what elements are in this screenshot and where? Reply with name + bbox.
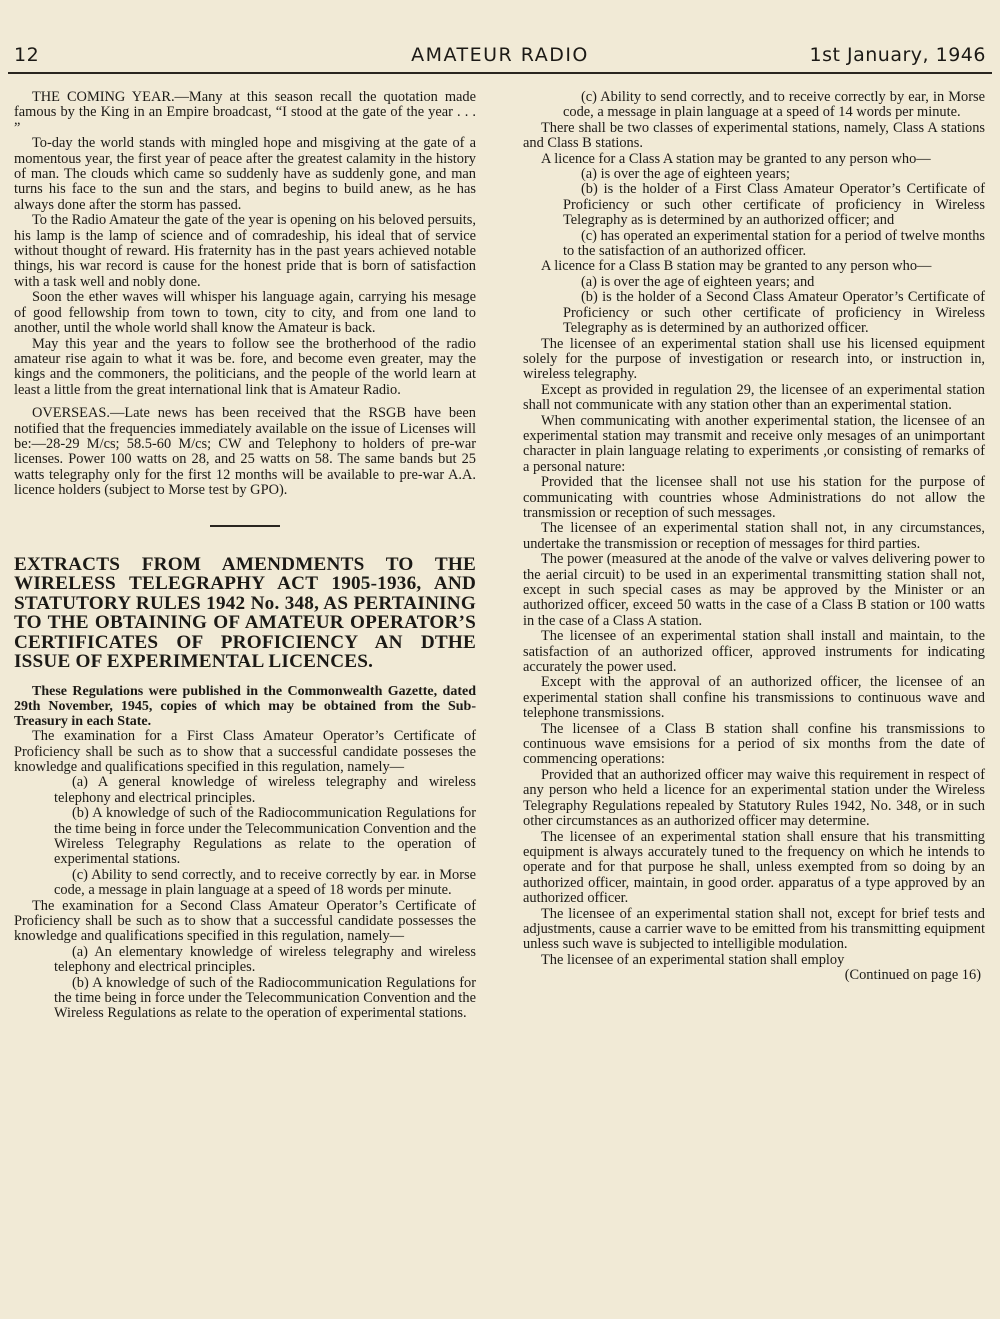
paragraph: A licence for a Class B station may be granted to any person who—	[541, 258, 932, 275]
continued-note: (Continued on page 16)	[844, 967, 981, 984]
paragraph: The examination for a First Class Amateur Operator’s Certificate of Proficiency shall be such as to show that a successful candidate posseses the knowledge and qualifications specified in this regulation, namely—	[14, 728, 476, 775]
paragraph: The licensee of an experimental station shall install and maintain, to the satisfaction of an authorized officer, approved instruments for indicating accurately the power used.	[523, 628, 985, 676]
paragraph: Except with the approval of an authorized officer, the licensee of an experimental station shall confine his transmissions to continuous wave and telephone transmissions.	[523, 674, 985, 722]
paragraph: There shall be two classes of experimental stations, namely, Class A stations and Class B stations.	[523, 119, 985, 152]
paragraph: Provided that the licensee shall not use his station for the purpose of communicating with countries whose Administrations do not allow the transmission or reception of such messages.	[523, 474, 985, 521]
list-item: (a) is over the age of eighteen years; and	[581, 273, 815, 290]
paragraph: When communicating with another experimental station, the licensee of an experimental station may transmit and receive only mesages of an unimportant character in plain language relating to experiments ,or consisting of remarks of a personal nature:	[523, 412, 985, 475]
paragraph: Except as provided in regulation 29, the licensee of an experimental station shall not communicate with any station other than an experimental station.	[523, 381, 985, 414]
list-item: (c) Ability to send correctly, and to receive correctly by ear. in Morse code, a message in plain language at a speed of 18 words per minute.	[54, 866, 476, 899]
list-item: (a) A general knowledge of wireless telegraphy and wireless telephony and electrical principles.	[54, 774, 476, 806]
paragraph: May this year and the years to follow see the brotherhood of the radio amateur rise again to what it was be. fore, and become even greater, may the kings and the commoners, the politicians, and the people of the world learn at least a little from the great international link that is Amateur Radio.	[14, 335, 476, 398]
list-item: (b) A knowledge of such of the Radiocommunication Regulations for the time being in force under the Telecommunication Convention and the Wireless Telegraphy Regulations as relate to the operation of experimental stations.	[54, 805, 476, 868]
paragraph: The licensee of a Class B station shall confine his transmissions to continuous wave emsisions for a period of six months from the date of commencing operations:	[523, 720, 985, 768]
page-header	[14, 38, 986, 68]
paragraph: Provided that an authorized officer may waive this requirement in respect of any person who held a licence for an experimental station under the Wireless Telegraphy Regulations repealed by Statutory Rules 1942, No. 348, or in such other circumstances as an authorized officer may determine.	[523, 766, 985, 830]
header-rule	[8, 72, 992, 74]
paragraph: To-day the world stands with mingled hope and misgiving at the gate of a momentous year, the first year of peace after the greatest calamity in the history of man. The clouds which came so suddenly have as suddenly gone, and man turns his face to the sun and the stars, and begins to build anew, as he has always done after the storm has passed.	[14, 135, 476, 213]
list-item: (c) has operated an experimental station for a period of twelve months to the satisfaction of an authorized officer.	[563, 227, 985, 260]
paragraph: The licensee of an experimental station shall ensure that his transmitting equipment is always accurately tuned to the frequency on which he intends to operate and for that purpose he shall, unless exempted from so doing by an authorized officer, maintain, in good order. apparatus of a type approved by an authorized officer.	[523, 828, 985, 907]
list-item: (b) is the holder of a Second Class Amateur Operator’s Certificate of Proficiency or such other certificate of proficiency in Wireless Telegraphy as is determined by an authorized officer.	[563, 289, 985, 337]
list-item: (b) A knowledge of such of the Radiocommunication Regulations for the time being in force under the Telecommunication Convention and the Wireless Regulations as relate to the operation of experimental stations.	[54, 974, 476, 1022]
list-item: (c) Ability to send correctly, and to receive correctly by ear, in Morse code, a message in plain language at a speed of 14 words per minute.	[563, 89, 985, 121]
list-item: (a) An elementary knowledge of wireless telegraphy and wireless telephony and electrical principles.	[54, 943, 476, 976]
paragraph: The licensee of an experimental station shall employ	[541, 951, 845, 968]
issue-date: 1st January, 1946	[809, 44, 986, 66]
paragraph: The licensee of an experimental station shall use his licensed equipment solely for the purpose of investigation or research into, or instruction in, wireless telegraphy.	[523, 335, 985, 383]
article-lead: These Regulations were published in the Commonwealth Gazette, dated 29th November, 1945, copies of which may be obtained from the Sub-Treasury in each State.	[14, 683, 476, 729]
paragraph: The licensee of an experimental station shall not, in any circumstances, undertake the transmission or reception of messages for third parties.	[523, 520, 985, 552]
article-title: EXTRACTS FROM AMENDMENTS TO THE WIRELESS TELEGRAPHY ACT 1905-1936, AND STATUTORY RULES 1942 No. 348, AS PERTAINING TO THE OBTAINING OF AMATEUR OPERATOR’S CERTIFICATES OF PROFICIENCY AN DTHE ISSUE OF EXPERIMENTAL LICENCES.	[14, 553, 476, 673]
paragraph: The power (measured at the anode of the valve or valves delivering power to the aerial circuit) to be used in an experimental transmitting station shall not, except in such special cases as may be approved by the Minister or an authorized officer, exceed 50 watts in the case of a Class B station or 100 watts in the case of a Class A station.	[523, 551, 985, 629]
paragraph: THE COMING YEAR.—Many at this season recall the quotation made famous by the King in an Empire broadcast, “I stood at the gate of the year . . . ”	[14, 89, 476, 136]
page-number: 12	[14, 44, 40, 66]
right-column	[523, 90, 985, 984]
section-divider	[210, 525, 280, 527]
list-item: (b) is the holder of a First Class Amateur Operator’s Certificate of Proficiency or such other certificate of proficiency in Wireless Telegraphy as is determined by an authorized officer; and	[563, 181, 985, 229]
paragraph: The examination for a Second Class Amateur Operator’s Certificate of Proficiency shall be such as to show that a successful candidate possesses the knowledge and qualifications specified in this regulation, namely—	[14, 897, 476, 945]
paragraph: To the Radio Amateur the gate of the year is opening on his beloved persuits, his lamp is the lamp of science and of comradeship, his ideal that of service without thought of reward. His fraternity has in the past years achieved notable things, his war record is cause for the honest pride that is born of satisfaction with a task well and nobly done.	[14, 212, 476, 290]
left-column	[14, 90, 476, 1022]
paragraph: The licensee of an experimental station shall not, except for brief tests and adjustments, cause a carrier wave to be emitted from his transmitting equipment unless such wave is subjected to intelligible modulation.	[523, 905, 985, 953]
paragraph: A licence for a Class A station may be granted to any person who—	[541, 150, 931, 167]
magazine-title: AMATEUR RADIO	[411, 44, 589, 66]
paragraph: Soon the ether waves will whisper his language again, carrying his mesage of good fellowship from town to town, city to city, and from one land to another, until the whole world shall know the Amateur is back.	[14, 289, 476, 337]
list-item: (a) is over the age of eighteen years;	[581, 166, 790, 183]
paragraph: OVERSEAS.—Late news has been received that the RSGB have been notified that the frequencies immediately available on the issue of Licenses will be:—28-29 M/cs; 58.5-60 M/cs; CW and Telephony to holders of pre-war licenses. Power 100 watts on 28, and 25 watts on 58. The same bands but 25 watts telegraphy only for the first 12 months will be available to pre-war A.A. licence holders (subject to Morse test by GPO).	[14, 405, 476, 499]
